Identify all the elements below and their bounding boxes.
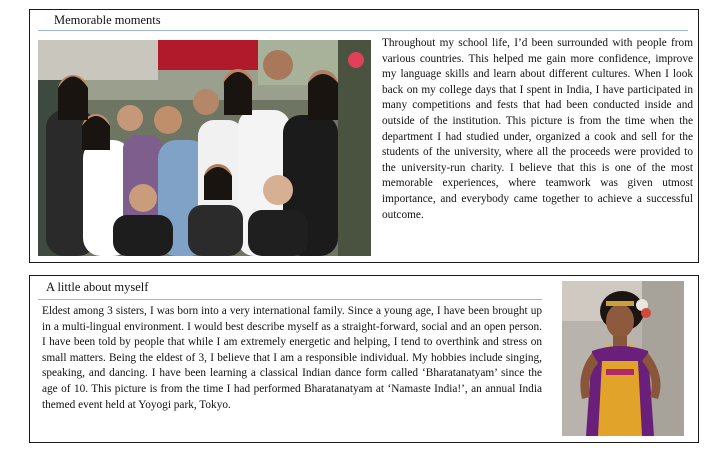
memorable-moments-section: [29, 9, 699, 263]
dancer-photo-illustration: [562, 281, 684, 436]
heading-divider: [38, 30, 688, 31]
memorable-moments-text: Throughout my school life, I’d been surrounded with people from various countries. This helped me gain more confidence, improve my language skills and learn about different cultures. When I look back on my college days that I spent in India, I have participated in many competitions and fests that had been conducted inside and outside of the institution. This picture is from the time when the department I had studied under, organized a cook and sell for the students of the university, where all the proceeds were provided to the university-run charity. I believe that this is one of the most memorable experiences, where teamwork was given utmost importance, and everybody came together to achieve a successful outcome.: [382, 37, 693, 221]
memorable-moments-heading: Memorable moments: [54, 13, 161, 27]
dancer-photo: [562, 281, 684, 436]
group-photo-illustration: [38, 40, 371, 256]
about-myself-section: [29, 275, 699, 443]
group-photo: [38, 40, 371, 256]
about-myself-heading: A little about myself: [46, 280, 149, 294]
about-myself-text: Eldest among 3 sisters, I was born into a very international family. Since a young age, I have been brought up in a multi-lingual environment. I would best describe myself as a straight-forward, social and an open person. I have been told by people that while I am extremely energetic and helping, I tend to overthink and stress on small matters. Being the eldest of 3, I believe that I am a responsible individual. My hobbies include singing, speaking, and dancing. I have been learning a classical Indian dance form called ‘Bharatanatyam’ since the age of 10. This picture is from the time I had performed Bharatanatyam at ‘Namaste India!’, an annual India themed event held at Yoyogi park, Tokyo.: [42, 305, 542, 411]
heading-divider: [38, 299, 542, 300]
